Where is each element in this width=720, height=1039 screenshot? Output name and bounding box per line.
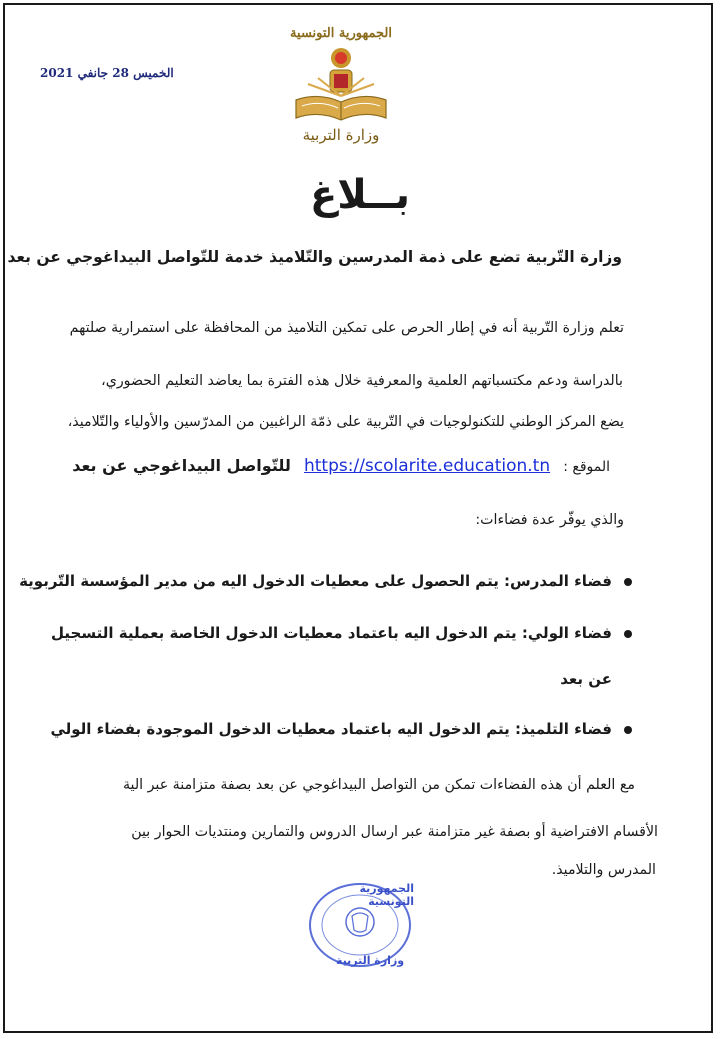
page-title: بــلاغ xyxy=(309,172,411,218)
stamp-bottom-text: وزارة التربية xyxy=(336,954,405,967)
website-line xyxy=(72,456,610,476)
stamp-top-text: الجمهورية التونسية xyxy=(359,882,414,908)
bullet-text: فضاء التلميذ: يتم الدخول اليه باعتماد معطيات الدخول الموجودة بفضاء الولي xyxy=(50,720,612,738)
bullet-dot-icon xyxy=(624,630,632,638)
closing-line-3: المدرس والتلاميذ. xyxy=(551,862,656,878)
closing-line-2: الأقسام الافتراضية أو بصفة غير متزامنة عبر ارسال الدروس والتمارين ومنتديات الحوار بين xyxy=(131,824,658,840)
logo-ministry-text: وزارة التربية xyxy=(302,126,380,144)
site-label: الموقع : xyxy=(563,459,610,475)
logo-republic-text: الجمهورية التونسية xyxy=(290,26,392,41)
bullet-student-space xyxy=(50,720,632,738)
date-label: الخميس 28 جانفي 2021 xyxy=(40,66,174,80)
book-emblem-icon xyxy=(288,44,394,128)
spaces-intro: والذي يوفّر عدة فضاءات: xyxy=(475,512,624,528)
site-link[interactable]: https://scolarite.education.tn xyxy=(303,456,551,476)
site-purpose: للتّواصل البيداغوجي عن بعد xyxy=(72,456,291,475)
bullet-text: فضاء الولي: يتم الدخول اليه باعتماد معطيات الدخول الخاصة بعملية التسجيل xyxy=(51,624,612,642)
bullet-parent-space xyxy=(51,624,632,642)
subtitle: وزارة التّربية تضع على ذمة المدرسين والتّلاميذ خدمة للتّواصل البيداغوجي عن بعد xyxy=(7,248,622,266)
official-stamp xyxy=(306,880,414,970)
intro-line-2: بالدراسة ودعم مكتسباتهم العلمية والمعرفية خلال هذه الفترة بما يعاضد التعليم الحضوري، xyxy=(101,373,623,389)
bullet-dot-icon xyxy=(624,578,632,586)
bullet-teacher-space xyxy=(19,572,632,590)
ministry-logo xyxy=(288,26,394,156)
bullet-dot-icon xyxy=(624,726,632,734)
intro-line-1: تعلم وزارة التّربية أنه في إطار الحرص على تمكين التلاميذ من المحافظة على استمرارية صلتهم xyxy=(69,320,624,336)
bullet-text: فضاء المدرس: يتم الحصول على معطيات الدخول اليه من مدير المؤسسة التّربوية xyxy=(19,572,612,590)
closing-line-1: مع العلم أن هذه الفضاءات تمكن من التواصل البيداغوجي عن بعد بصفة متزامنة عبر الية xyxy=(122,777,635,793)
bullet-parent-space-continued: عن بعد xyxy=(560,670,612,688)
intro-line-3: يضع المركز الوطني للتكنولوجيات في التّربية على ذمّة الراغبين من المدرّسين والأولياء والتّلاميذ، xyxy=(67,414,624,430)
